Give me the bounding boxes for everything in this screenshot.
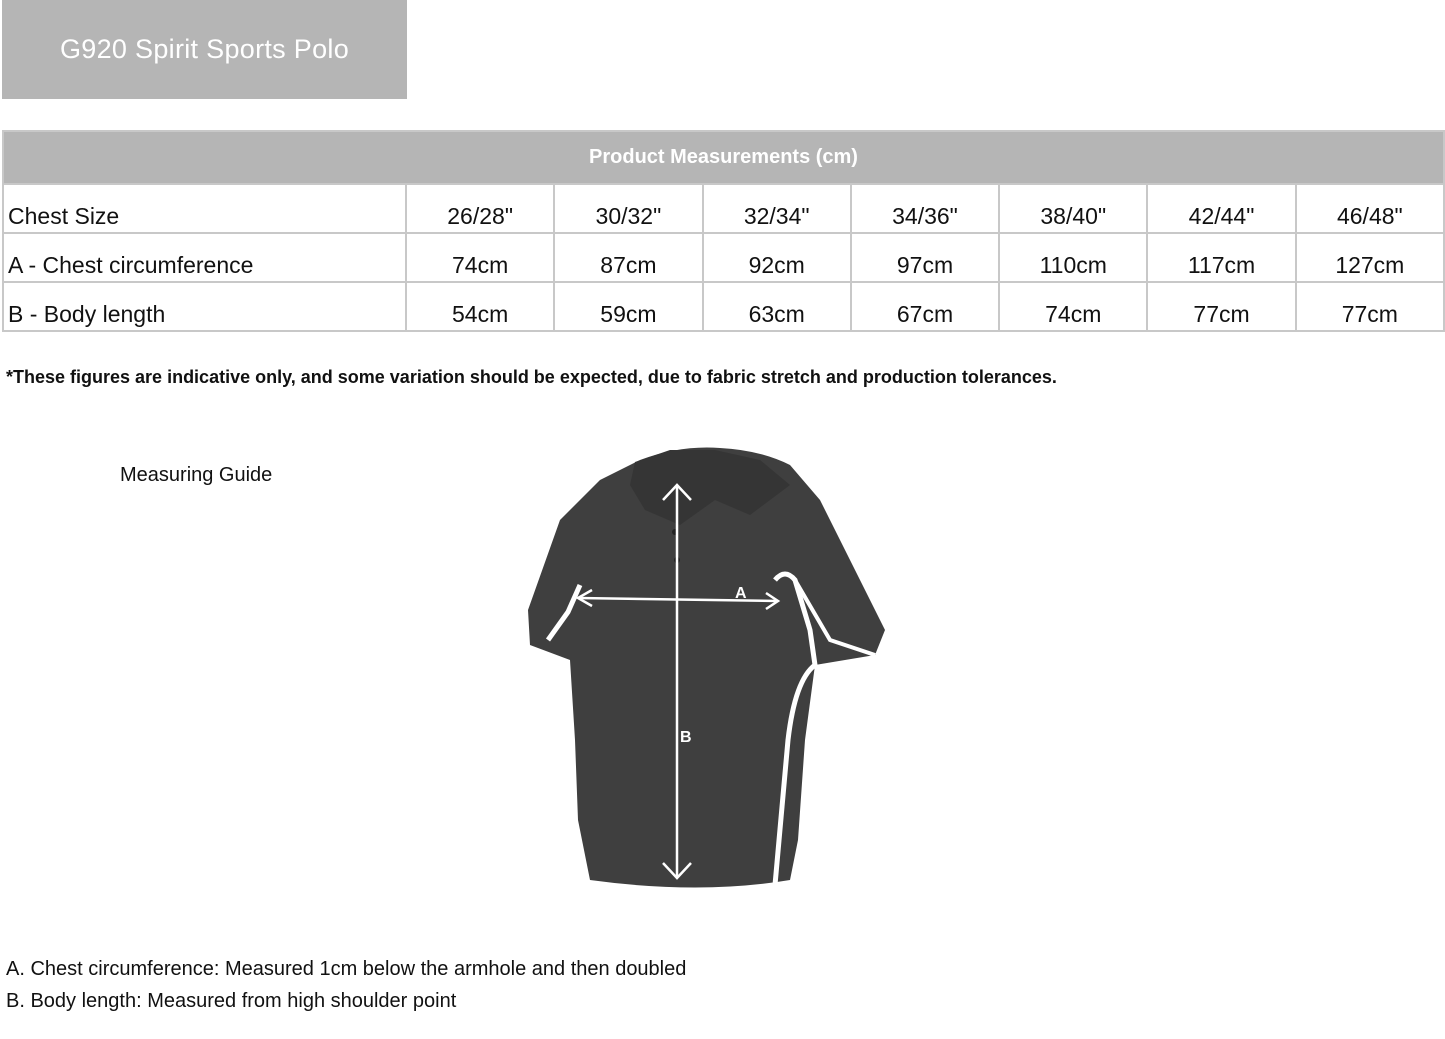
measuring-guide-label: Measuring Guide — [120, 464, 273, 486]
table-cell: 77cm — [1147, 282, 1295, 331]
table-cell: 59cm — [554, 282, 702, 331]
table-cell: 97cm — [851, 233, 999, 282]
table-cell: 32/34" — [703, 184, 851, 233]
polo-shirt-diagram — [520, 440, 900, 900]
table-cell: 92cm — [703, 233, 851, 282]
table-cell: 74cm — [406, 233, 554, 282]
measurements-table — [2, 130, 1445, 332]
row-label: B - Body length — [3, 282, 406, 331]
table-row — [3, 233, 1444, 282]
table-cell: 74cm — [999, 282, 1147, 331]
table-title: Product Measurements (cm) — [3, 131, 1444, 184]
marker-a: A — [735, 585, 747, 602]
table-cell: 30/32" — [554, 184, 702, 233]
table-header-row — [3, 131, 1444, 184]
table-cell: 127cm — [1296, 233, 1444, 282]
table-cell: 46/48" — [1296, 184, 1444, 233]
table-cell: 26/28" — [406, 184, 554, 233]
footnote-body-length: B. Body length: Measured from high shoulder point — [6, 990, 457, 1012]
product-title-banner — [2, 0, 407, 99]
marker-b: B — [680, 729, 692, 746]
table-cell: 87cm — [554, 233, 702, 282]
product-title: G920 Spirit Sports Polo — [59, 34, 350, 64]
table-cell: 77cm — [1296, 282, 1444, 331]
table-cell: 110cm — [999, 233, 1147, 282]
row-label: Chest Size — [3, 184, 406, 233]
disclaimer-note: *These figures are indicative only, and some variation should be expected, due to fabric stretch and production tolerances. — [6, 367, 1057, 387]
table-cell: 34/36" — [851, 184, 999, 233]
table-cell: 54cm — [406, 282, 554, 331]
row-label: A - Chest circumference — [3, 233, 406, 282]
footnote-chest: A. Chest circumference: Measured 1cm below the armhole and then doubled — [6, 958, 687, 980]
table-cell: 67cm — [851, 282, 999, 331]
table-cell: 38/40" — [999, 184, 1147, 233]
table-cell: 63cm — [703, 282, 851, 331]
table-row — [3, 184, 1444, 233]
table-cell: 117cm — [1147, 233, 1295, 282]
table-cell: 42/44" — [1147, 184, 1295, 233]
table-row — [3, 282, 1444, 331]
